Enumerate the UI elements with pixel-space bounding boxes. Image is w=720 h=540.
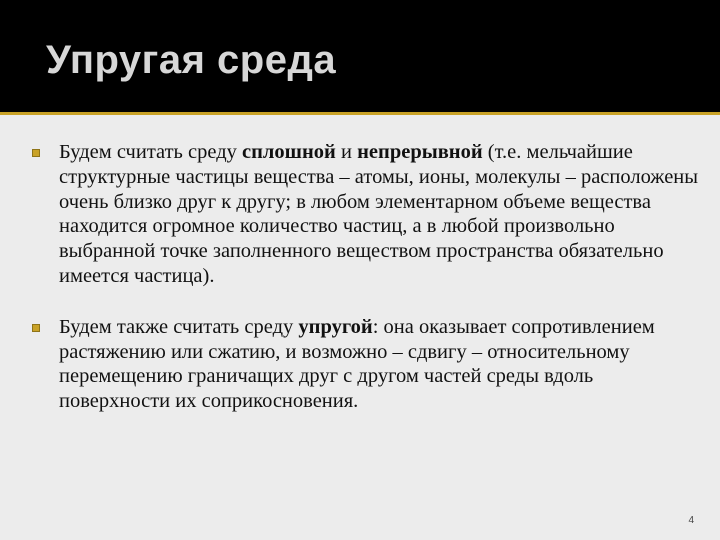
- content-area: [0, 115, 720, 540]
- bullet-text-run: Будем считать среду: [59, 141, 243, 163]
- bold-term-nepreryvnoy: непрерывной: [357, 141, 483, 163]
- bullet-item: [30, 140, 700, 289]
- bold-term-sploshnoy: сплошной: [242, 141, 336, 163]
- title-bar: [0, 0, 720, 112]
- square-bullet-icon: [32, 149, 40, 157]
- page-number: 4: [688, 515, 694, 526]
- bullet-text-run: Будем также считать среду: [59, 315, 299, 338]
- bold-term-uprugoy: упругой: [298, 315, 373, 338]
- slide-title: Упругая среда: [46, 38, 337, 82]
- bullet-text-run: и: [335, 141, 358, 163]
- bullet-text-run: (т.е. мельчайшие структурные частицы вещества – атомы, ионы, молекулы – расположены очень близко друг к другу; в любом элементарном объеме вещества находится огромное количество частиц, а в любой произвольно выбранной точке заполненного веществом пространства обязательно имеется частица).: [59, 141, 699, 287]
- bullet-list: [30, 140, 700, 414]
- bullet-text-run: : она оказывает сопротивлением растяжению или сжатию, и возможно – сдвигу – относительному перемещению граничащих друг с другом частей среды вдоль поверхности их соприкосновения.: [59, 315, 655, 413]
- square-bullet-icon: [32, 324, 40, 332]
- bullet-item: [30, 315, 700, 414]
